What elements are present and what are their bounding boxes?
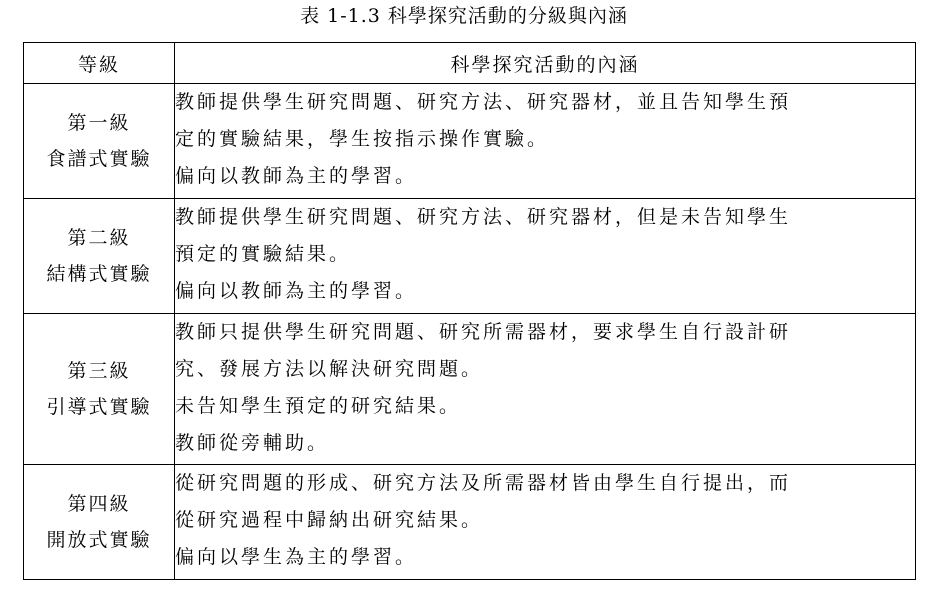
content-line: 定的實驗結果，學生按指示操作實驗。 [175,128,550,150]
level-cell [24,199,175,314]
level-type: 開放式實驗 [46,529,152,551]
level-number: 第四級 [67,493,131,515]
content-line: 從研究問題的形成、研究方法及所需器材皆由學生自行提出，而 [175,472,792,494]
content-cell [175,465,916,580]
level-type: 結構式實驗 [46,263,152,285]
level-cell [24,465,175,580]
content-line: 從研究過程中歸納出研究結果。 [175,509,484,531]
level-cell [24,84,175,199]
level-number: 第三級 [67,360,131,382]
content-line: 預定的實驗結果。 [175,243,352,265]
level-cell [24,314,175,465]
content-line: 偏向以學生為主的學習。 [175,546,418,568]
table-header-row [24,43,916,84]
level-number: 第二級 [67,227,131,249]
content-line: 教師提供學生研究問題、研究方法、研究器材，並且告知學生預 [175,91,792,113]
content-line: 教師只提供學生研究問題、研究所需器材，要求學生自行設計研 [175,321,792,343]
inquiry-levels-table [23,42,916,580]
content-line: 教師提供學生研究問題、研究方法、研究器材，但是未告知學生 [175,206,792,228]
level-type: 食譜式實驗 [46,148,152,170]
content-cell [175,314,916,465]
header-level: 等級 [24,43,175,84]
content-cell [175,199,916,314]
content-line: 究、發展方法以解決研究問題。 [175,358,484,380]
table-row [24,84,916,199]
level-type: 引導式實驗 [46,396,152,418]
table-caption: 表 1-1.3 科學探究活動的分級與內涵 [300,5,628,27]
content-line: 未告知學生預定的研究結果。 [175,395,462,417]
table-row [24,199,916,314]
content-line: 教師從旁輔助。 [175,432,330,454]
level-number: 第一級 [67,112,131,134]
table-row [24,465,916,580]
content-cell [175,84,916,199]
header-content: 科學探究活動的內涵 [175,43,916,84]
table-row [24,314,916,465]
content-line: 偏向以教師為主的學習。 [175,280,418,302]
content-line: 偏向以教師為主的學習。 [175,165,418,187]
